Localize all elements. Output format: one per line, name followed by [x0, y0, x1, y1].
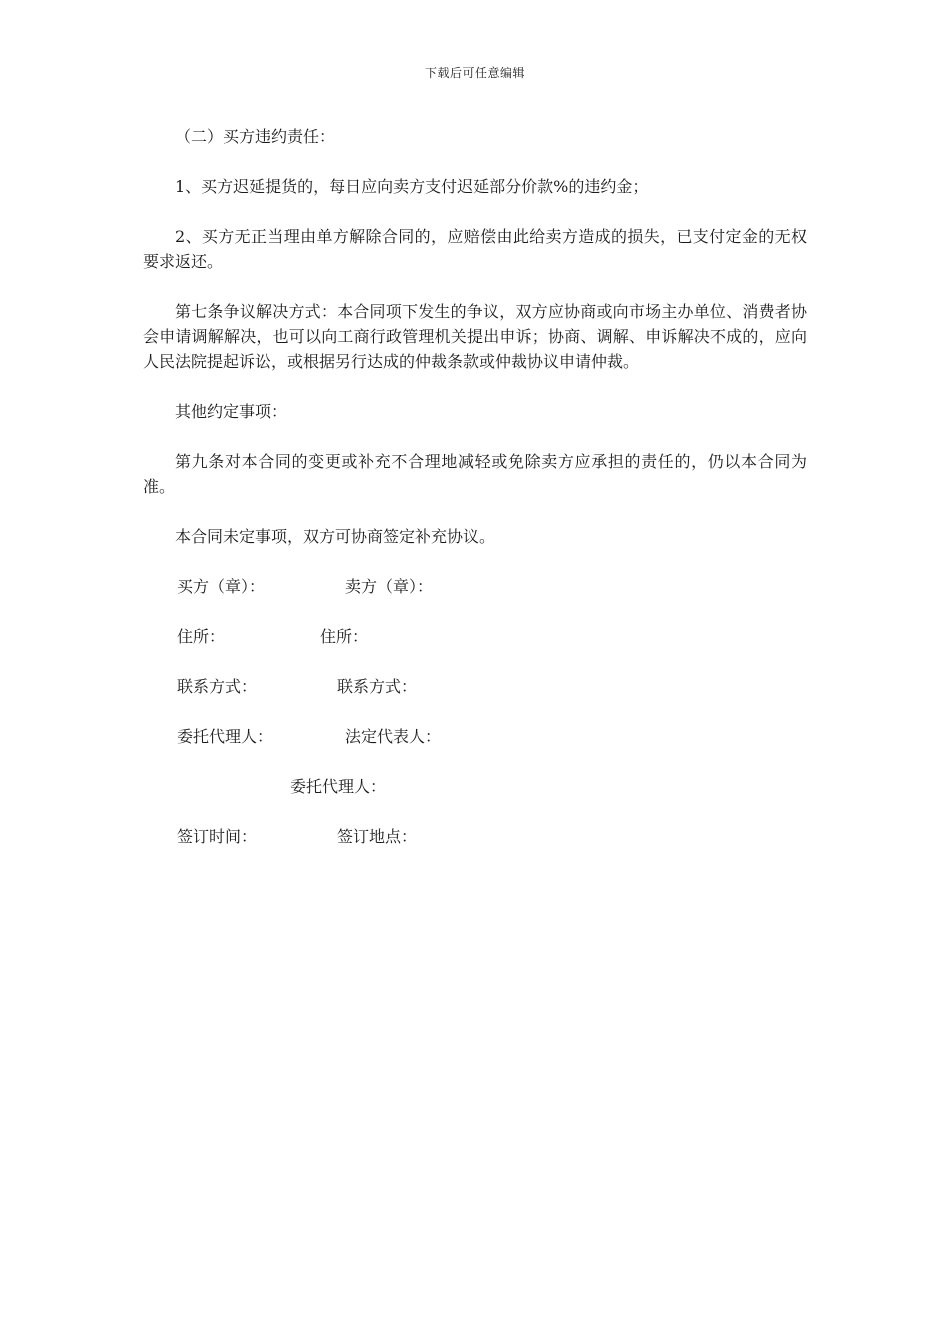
signature-row-address [143, 624, 807, 649]
buyer-seal-label: 买方（章）： [177, 577, 266, 596]
document-body [143, 124, 807, 874]
section-heading-buyer-liability: （二）买方违约责任： [175, 127, 336, 146]
seller-agent-label: 委托代理人： [290, 777, 387, 796]
seller-seal-label: 卖方（章）： [345, 577, 434, 596]
article-dispute-resolution: 第七条争议解决方式：本合同项下发生的争议，双方应协商或向市场主办单位、消费者协会申请调解解决，也可以向工商行政管理机关提出申诉；协商、调解、申诉解决不成的，应向人民法院提起诉讼，或根据另行达成的仲裁条款或仲裁协议申请仲裁。 [143, 302, 807, 371]
page-header-note: 下载后可任意编辑 [424, 66, 525, 80]
signature-row-representative [143, 724, 807, 749]
buyer-contact-label: 联系方式： [177, 677, 258, 696]
buyer-address-label: 住所： [177, 627, 226, 646]
clause-unilateral-termination: 2、买方无正当理由单方解除合同的，应赔偿由此给卖方造成的损失，已支付定金的无权要求返还。 [143, 227, 807, 271]
article-nine-amendment: 第九条对本合同的变更或补充不合理地减轻或免除卖方应承担的责任的，仍以本合同为准。 [143, 452, 807, 496]
clause-late-pickup: 1、买方迟延提货的，每日应向卖方支付迟延部分价款%的违约金； [175, 177, 649, 196]
seller-legal-rep-label: 法定代表人： [345, 727, 442, 746]
sign-place-label: 签订地点： [337, 827, 418, 846]
other-agreed-matters: 其他约定事项： [175, 402, 288, 421]
buyer-agent-label: 委托代理人： [177, 727, 274, 746]
signature-row-time-place [143, 824, 807, 849]
signature-row-contact [143, 674, 807, 699]
seller-address-label: 住所： [320, 627, 369, 646]
supplementary-agreement-note: 本合同未定事项，双方可协商签定补充协议。 [175, 527, 496, 546]
signature-row-seller-agent [143, 774, 807, 799]
sign-time-label: 签订时间： [177, 827, 258, 846]
seller-contact-label: 联系方式： [337, 677, 418, 696]
signature-row-seal [143, 574, 807, 599]
